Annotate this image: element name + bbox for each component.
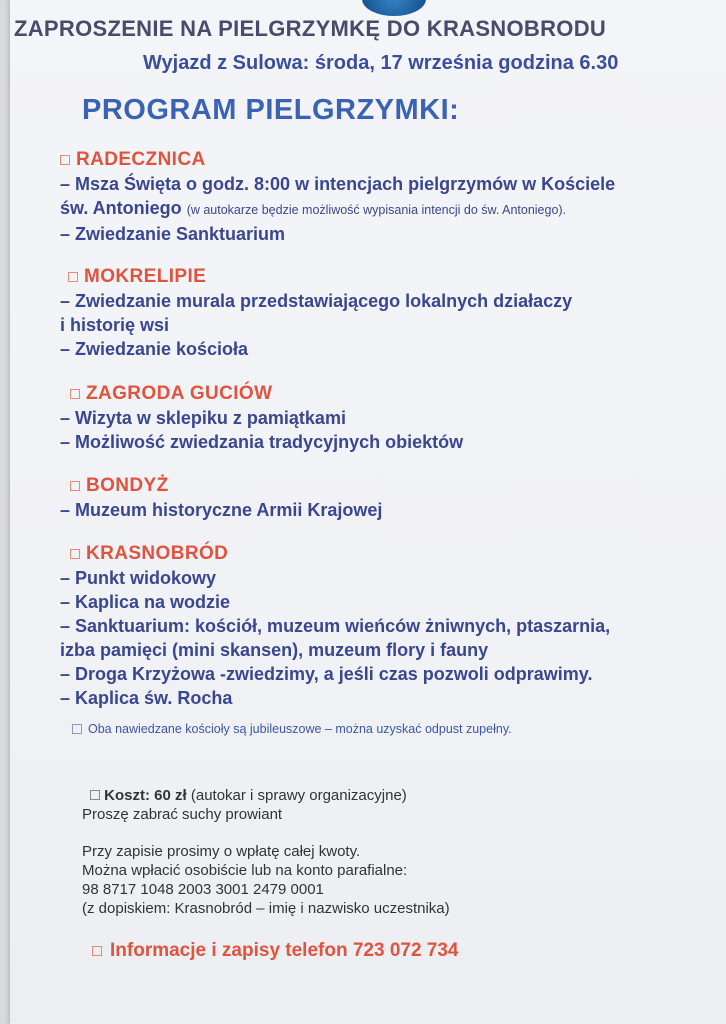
section-title: KRASNOBRÓD — [86, 543, 229, 564]
checkbox-bullet-icon — [92, 946, 102, 956]
section-krasnobrod — [60, 542, 610, 710]
bank-account: 98 8717 1048 2003 3001 2479 0001 — [82, 881, 324, 898]
transfer-memo: (z dopiskiem: Krasnobród – imię i nazwisko uczestnika) — [82, 900, 450, 917]
intention-note: (w autokarze będzie możliwość wypisania intencji do św. Antoniego). — [186, 203, 567, 217]
jubilee-note-text: Oba nawiedzane kościoły są jubileuszowe – można uzyskać odpust zupełny. — [88, 722, 512, 736]
section-title: RADECZNICA — [76, 149, 206, 170]
section-line: – Sanktuarium: kościół, muzeum wieńców żniwnych, ptaszarnia, — [60, 616, 611, 636]
provisions-note: Proszę zabrać suchy prowiant — [82, 806, 283, 823]
section-line: – Zwiedzanie kościoła — [60, 339, 249, 359]
section-mokrelipie — [60, 265, 572, 361]
section-title: MOKRELIPIE — [84, 266, 207, 287]
section-line: – Droga Krzyżowa -zwiedzimy, a jeśli czas pozwoli odprawimy. — [60, 664, 593, 684]
payment-line: Przy zapisie prosimy o wpłatę całej kwoty. — [82, 843, 361, 860]
jubilee-note — [72, 722, 512, 736]
program-title: PROGRAM PIELGRZYMKI: — [82, 94, 460, 126]
section-line: – Wizyta w sklepiku z pamiątkami — [60, 408, 346, 428]
checkbox-bullet-icon — [70, 549, 80, 559]
checkbox-bullet-icon — [70, 389, 80, 399]
checkbox-bullet-icon — [60, 155, 70, 165]
section-line: – Możliwość zwiedzania tradycyjnych obiektów — [60, 432, 464, 452]
section-line: – Kaplica na wodzie — [60, 592, 231, 612]
checkbox-bullet-icon — [68, 272, 78, 282]
cost-block — [82, 786, 450, 918]
section-line: i historię wsi — [60, 315, 170, 335]
section-radecznica — [60, 148, 615, 246]
payment-line: Można wpłacić osobiście lub na konto parafialne: — [82, 862, 408, 879]
section-line: św. Antoniego — [60, 198, 182, 218]
cost-label: Koszt: 60 zł — [104, 787, 187, 804]
section-line: – Muzeum historyczne Armii Krajowej — [60, 500, 383, 520]
section-title: ZAGRODA GUCIÓW — [86, 383, 273, 404]
checkbox-bullet-icon — [70, 481, 80, 491]
section-line: – Zwiedzanie murala przedstawiającego lokalnych działaczy — [60, 291, 573, 311]
section-line: – Kaplica św. Rocha — [60, 688, 233, 708]
checkbox-bullet-icon — [72, 724, 82, 734]
contact-info — [92, 940, 459, 962]
section-title: BONDYŻ — [86, 475, 169, 496]
section-bondyz — [60, 474, 382, 522]
section-zagroda-guciow — [60, 382, 463, 454]
departure-info: Wyjazd z Sulowa: środa, 17 września godzina 6.30 — [143, 52, 619, 74]
contact-phone-text: Informacje i zapisy telefon 723 072 734 — [110, 940, 459, 961]
checkbox-bullet-icon — [90, 790, 100, 800]
cost-detail: (autokar i sprawy organizacyjne) — [190, 787, 407, 804]
section-line: izba pamięci (mini skansen), muzeum flory i fauny — [60, 640, 489, 660]
section-line: – Msza Święta o godz. 8:00 w intencjach pielgrzymów w Kościele — [60, 174, 616, 194]
section-line: – Zwiedzanie Sanktuarium — [60, 224, 286, 244]
invitation-title: ZAPROSZENIE NA PIELGRZYMKĘ DO KRASNOBRODU — [14, 16, 607, 41]
section-line: – Punkt widokowy — [60, 568, 217, 588]
